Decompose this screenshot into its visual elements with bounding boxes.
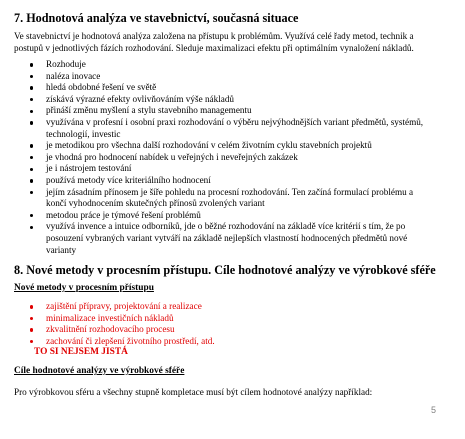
section-8-bullet-list bbox=[30, 301, 445, 347]
list-item: je vhodná pro hodnocení nabídek u veřejných i neveřejných zakázek bbox=[30, 152, 445, 164]
goals-text: Pro výrobkovou sféru a všechny stupně kompletace musí být cílem hodnotové analýzy například: bbox=[14, 387, 373, 397]
list-item: zkvalitnění rozhodovacího procesu bbox=[30, 324, 445, 336]
list-item: zachování či zlepšení životního prostředí, atd. bbox=[30, 336, 445, 348]
list-item: zajištění přípravy, projektování a realizace bbox=[30, 301, 445, 313]
list-item: jejím zásadním přínosem je šíře pohledu na procesní rozhodování. Ten začíná formulací problému a končí vyhodnocením skutečných přínosů zvolených variant bbox=[30, 187, 445, 210]
list-item: je i nástrojem testování bbox=[30, 163, 445, 175]
list-item: přináší změnu myšlení a stylu stavebního managementu bbox=[30, 105, 445, 117]
intro-line: postupů v jednotlivých fázích rozhodování. Sleduje maximalizaci efektu při optimálním vynaložení nákladů. bbox=[14, 43, 414, 53]
list-item: naléza inovace bbox=[30, 71, 445, 83]
section-7-intro bbox=[14, 30, 444, 54]
new-methods-subheading: Nové metody v procesním přístupu bbox=[14, 283, 154, 293]
section-7-bullet-list bbox=[30, 59, 445, 256]
list-item: získává výrazné efekty ovlivňováním výše nákladů bbox=[30, 94, 445, 106]
list-item: využívá invence a intuice odborníků, jde o běžné rozhodování na základě více kritérií s tím, že po posouzení vybraných variant vytváří na základě nejlepších vlastností hodnocených předmětů nové varianty bbox=[30, 221, 445, 256]
goals-subheading: Cíle hodnotové analýzy ve výrobkové sféře bbox=[14, 366, 185, 376]
list-item: hledá obdobné řešení ve světě bbox=[30, 82, 445, 94]
uncertainty-note: TO SI NEJSEM JISTÁ bbox=[34, 347, 128, 357]
section-8-heading: 8. Nové metody v procesním přístupu. Cíle hodnotové analýzy ve výrobkové sféře bbox=[14, 263, 436, 277]
list-item: je metodikou pro všechna další rozhodování v celém životním cyklu stavebních projektů bbox=[30, 140, 445, 152]
list-item: minimalizace investičních nákladů bbox=[30, 313, 445, 325]
intro-line: Ve stavebnictví je hodnotová analýza založena na přístupu k problémům. Využívá celé řady metod, technik a bbox=[14, 31, 414, 41]
list-item: Rozhoduje bbox=[30, 59, 445, 71]
list-item: využívána v profesní i osobní praxi rozhodování o výběru nejvýhodnějších variant předmětů, systémů, technologií, investic bbox=[30, 117, 445, 140]
list-item: používá metody více kriteriálního hodnocení bbox=[30, 175, 445, 187]
page-number: 5 bbox=[431, 405, 437, 415]
list-item: metodou práce je týmové řešení problémů bbox=[30, 210, 445, 222]
section-7-heading: 7. Hodnotová analýza ve stavebnictví, současná situace bbox=[14, 11, 299, 25]
